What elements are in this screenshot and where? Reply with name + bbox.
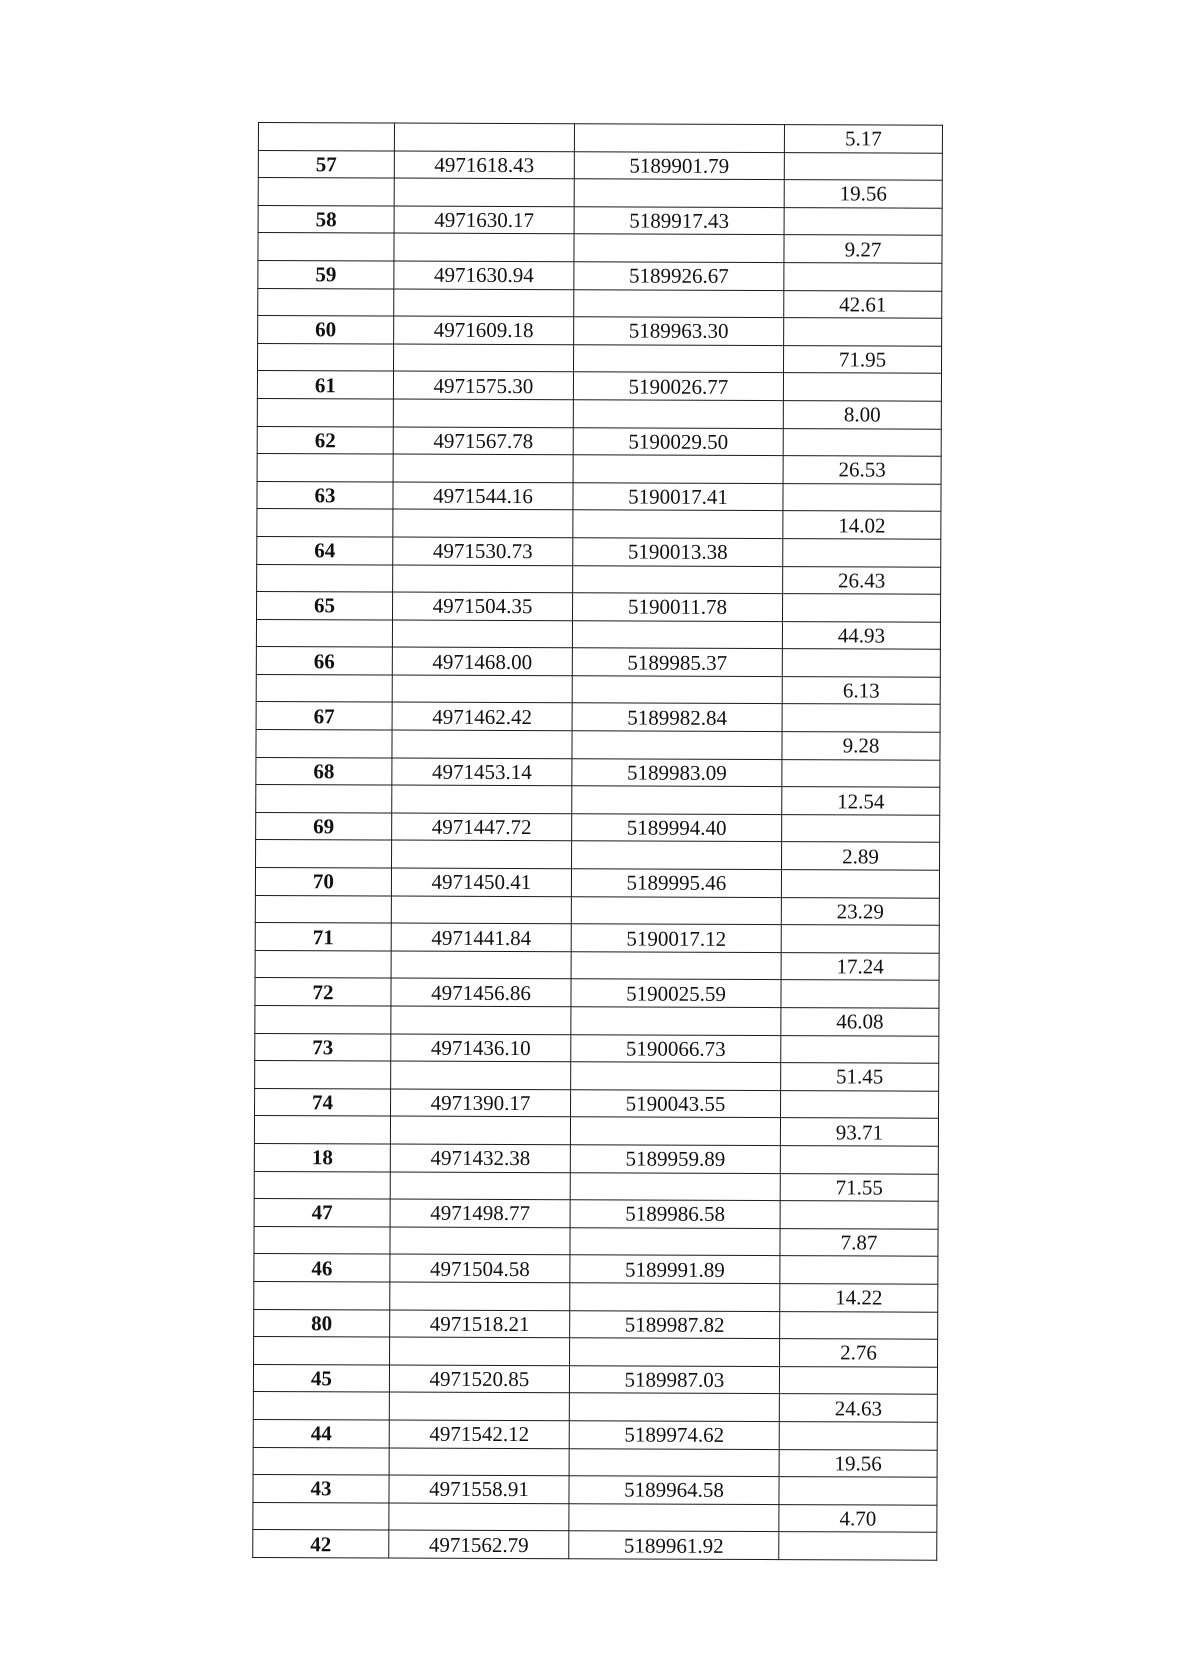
x-cell [389, 1392, 569, 1420]
x-cell [392, 840, 572, 868]
empty-distance-cell [782, 814, 940, 842]
distance-row [258, 123, 942, 153]
x-coordinate-cell: 4971441.84 [391, 923, 571, 951]
point-row [258, 260, 942, 290]
empty-distance-cell [779, 1477, 937, 1505]
point-cell [258, 123, 394, 151]
x-cell [393, 565, 573, 593]
point-row [258, 205, 942, 235]
point-number-cell: 59 [258, 260, 394, 288]
distance-row [255, 1061, 939, 1091]
x-coordinate-cell: 4971436.10 [391, 1034, 571, 1062]
empty-distance-cell [784, 318, 942, 346]
y-coordinate-cell: 5189963.30 [574, 317, 784, 345]
point-cell [258, 178, 394, 206]
y-cell [572, 786, 782, 814]
point-row [258, 316, 942, 346]
y-coordinate-cell: 5189974.62 [569, 1421, 779, 1449]
empty-distance-cell [782, 649, 940, 677]
point-cell [256, 674, 392, 702]
distance-row [254, 1171, 938, 1201]
point-number-cell: 66 [256, 647, 392, 675]
distance-row [258, 343, 942, 373]
point-number-cell: 46 [254, 1254, 390, 1282]
distance-row [257, 509, 941, 539]
distance-cell: 2.89 [782, 842, 940, 870]
point-row [256, 812, 940, 842]
point-number-cell: 18 [254, 1143, 390, 1171]
point-row [255, 1033, 939, 1063]
point-number-cell: 80 [254, 1309, 390, 1337]
distance-cell: 9.27 [784, 235, 942, 263]
x-coordinate-cell: 4971558.91 [389, 1475, 569, 1503]
distance-row [253, 1502, 937, 1532]
empty-distance-cell [784, 152, 942, 180]
y-cell [571, 952, 781, 980]
y-coordinate-cell: 5189959.89 [570, 1145, 780, 1173]
distance-cell: 6.13 [782, 676, 940, 704]
empty-distance-cell [783, 483, 941, 511]
distance-row [254, 1116, 938, 1146]
x-cell [391, 951, 571, 979]
point-row [256, 757, 940, 787]
y-coordinate-cell: 5189986.58 [570, 1200, 780, 1228]
empty-distance-cell [784, 263, 942, 291]
y-coordinate-cell: 5190013.38 [573, 538, 783, 566]
point-cell [256, 619, 392, 647]
point-number-cell: 73 [255, 1033, 391, 1061]
empty-distance-cell [780, 1201, 938, 1229]
x-coordinate-cell: 4971630.17 [394, 206, 574, 234]
point-row [254, 1143, 938, 1173]
point-number-cell: 72 [255, 978, 391, 1006]
point-row [257, 592, 941, 622]
distance-row [253, 1392, 937, 1422]
point-row [255, 1088, 939, 1118]
point-number-cell: 43 [253, 1475, 389, 1503]
point-row [254, 1199, 938, 1229]
x-coordinate-cell: 4971447.72 [392, 813, 572, 841]
y-coordinate-cell: 5189987.82 [570, 1310, 780, 1338]
point-cell [257, 564, 393, 592]
distance-cell: 14.22 [780, 1284, 938, 1312]
y-coordinate-cell: 5189987.03 [569, 1365, 779, 1393]
point-number-cell: 57 [258, 150, 394, 178]
y-cell [570, 1283, 780, 1311]
point-row [255, 868, 939, 898]
y-cell [574, 289, 784, 317]
x-cell [390, 1227, 570, 1255]
point-number-cell: 70 [255, 868, 391, 896]
y-cell [572, 676, 782, 704]
y-coordinate-cell: 5189983.09 [572, 758, 782, 786]
distance-row [255, 895, 939, 925]
y-coordinate-cell: 5190017.41 [573, 482, 783, 510]
point-cell [258, 343, 394, 371]
x-coordinate-cell: 4971450.41 [391, 868, 571, 896]
x-cell [390, 1116, 570, 1144]
distance-cell: 2.76 [780, 1339, 938, 1367]
distance-cell: 51.45 [781, 1063, 939, 1091]
y-cell [574, 179, 784, 207]
y-coordinate-cell: 5189991.89 [570, 1255, 780, 1283]
x-coordinate-cell: 4971609.18 [394, 316, 574, 344]
point-number-cell: 58 [258, 205, 394, 233]
point-number-cell: 68 [256, 757, 392, 785]
y-cell [573, 345, 783, 373]
distance-row [257, 398, 941, 428]
empty-distance-cell [781, 870, 939, 898]
x-coordinate-cell: 4971544.16 [393, 482, 573, 510]
coordinates-table [252, 122, 943, 1561]
y-coordinate-cell: 5190029.50 [573, 427, 783, 455]
distance-row [254, 1281, 938, 1311]
y-coordinate-cell: 5190066.73 [571, 1034, 781, 1062]
x-cell [392, 620, 572, 648]
x-coordinate-cell: 4971562.79 [389, 1530, 569, 1558]
empty-distance-cell [779, 1422, 937, 1450]
point-cell [254, 1226, 390, 1254]
empty-distance-cell [783, 428, 941, 456]
point-cell [258, 233, 394, 261]
point-number-cell: 65 [257, 592, 393, 620]
y-cell [570, 1338, 780, 1366]
x-cell [391, 896, 571, 924]
point-row [255, 978, 939, 1008]
point-number-cell: 47 [254, 1199, 390, 1227]
y-cell [571, 896, 781, 924]
x-coordinate-cell: 4971542.12 [389, 1420, 569, 1448]
distance-cell: 7.87 [780, 1228, 938, 1256]
distance-cell: 8.00 [783, 401, 941, 429]
y-coordinate-cell: 5190025.59 [571, 979, 781, 1007]
x-cell [394, 233, 574, 261]
point-row [253, 1530, 937, 1560]
point-cell [256, 785, 392, 813]
y-coordinate-cell: 5190043.55 [571, 1090, 781, 1118]
point-cell [256, 730, 392, 758]
y-coordinate-cell: 5189994.40 [572, 814, 782, 842]
distance-cell: 42.61 [784, 290, 942, 318]
distance-cell: 9.28 [782, 732, 940, 760]
distance-row [256, 674, 940, 704]
distance-cell: 4.70 [779, 1504, 937, 1532]
x-coordinate-cell: 4971456.86 [391, 978, 571, 1006]
x-cell [393, 509, 573, 537]
empty-distance-cell [781, 1090, 939, 1118]
distance-row [258, 288, 942, 318]
x-cell [390, 1172, 570, 1200]
x-coordinate-cell: 4971468.00 [392, 647, 572, 675]
distance-cell: 71.55 [780, 1173, 938, 1201]
x-coordinate-cell: 4971567.78 [393, 427, 573, 455]
empty-distance-cell [783, 373, 941, 401]
distance-row [255, 1005, 939, 1035]
y-cell [574, 124, 784, 152]
x-cell [391, 1006, 571, 1034]
point-cell [255, 895, 391, 923]
empty-distance-cell [783, 539, 941, 567]
empty-distance-cell [779, 1366, 937, 1394]
distance-cell: 12.54 [782, 787, 940, 815]
point-number-cell: 69 [256, 812, 392, 840]
y-coordinate-cell: 5189982.84 [572, 703, 782, 731]
distance-cell: 17.24 [781, 952, 939, 980]
point-number-cell: 42 [253, 1530, 389, 1558]
x-cell [393, 399, 573, 427]
y-coordinate-cell: 5190011.78 [573, 593, 783, 621]
point-row [255, 923, 939, 953]
x-coordinate-cell: 4971462.42 [392, 703, 572, 731]
y-coordinate-cell: 5189926.67 [574, 262, 784, 290]
x-cell [393, 454, 573, 482]
distance-row [253, 1447, 937, 1477]
point-cell [254, 1281, 390, 1309]
point-row [256, 702, 940, 732]
point-cell [255, 1005, 391, 1033]
distance-row [256, 840, 940, 870]
point-cell [255, 1061, 391, 1089]
distance-cell: 5.17 [784, 125, 942, 153]
empty-distance-cell [779, 1532, 937, 1560]
x-coordinate-cell: 4971498.77 [390, 1199, 570, 1227]
point-number-cell: 62 [257, 426, 393, 454]
coordinates-table-body [253, 123, 943, 1561]
x-cell [392, 785, 572, 813]
empty-distance-cell [780, 1311, 938, 1339]
y-cell [573, 510, 783, 538]
point-cell [253, 1392, 389, 1420]
distance-cell: 26.53 [783, 456, 941, 484]
y-cell [573, 565, 783, 593]
point-row [257, 371, 941, 401]
y-coordinate-cell: 5189985.37 [572, 648, 782, 676]
x-cell [394, 123, 574, 151]
x-coordinate-cell: 4971575.30 [393, 371, 573, 399]
point-row [254, 1309, 938, 1339]
y-coordinate-cell: 5189917.43 [574, 207, 784, 235]
y-cell [569, 1448, 779, 1476]
y-cell [571, 1007, 781, 1035]
y-cell [572, 841, 782, 869]
point-number-cell: 60 [258, 316, 394, 344]
x-coordinate-cell: 4971630.94 [394, 261, 574, 289]
point-number-cell: 67 [256, 702, 392, 730]
x-coordinate-cell: 4971520.85 [389, 1365, 569, 1393]
x-cell [394, 178, 574, 206]
point-cell [253, 1447, 389, 1475]
point-cell [257, 509, 393, 537]
point-number-cell: 44 [253, 1419, 389, 1447]
distance-cell: 46.08 [781, 1008, 939, 1036]
x-coordinate-cell: 4971530.73 [393, 537, 573, 565]
x-cell [392, 675, 572, 703]
point-row [253, 1419, 937, 1449]
distance-cell: 71.95 [783, 345, 941, 373]
x-cell [394, 289, 574, 317]
point-row [253, 1475, 937, 1505]
x-coordinate-cell: 4971504.58 [390, 1254, 570, 1282]
x-coordinate-cell: 4971453.14 [392, 758, 572, 786]
point-row [254, 1254, 938, 1284]
y-cell [573, 400, 783, 428]
empty-distance-cell [781, 980, 939, 1008]
point-number-cell: 71 [255, 923, 391, 951]
x-cell [390, 1337, 570, 1365]
y-cell [573, 455, 783, 483]
x-coordinate-cell: 4971432.38 [390, 1144, 570, 1172]
empty-distance-cell [780, 1256, 938, 1284]
y-cell [569, 1503, 779, 1531]
empty-distance-cell [782, 704, 940, 732]
point-cell [257, 398, 393, 426]
point-row [256, 647, 940, 677]
point-number-cell: 61 [257, 371, 393, 399]
distance-row [258, 178, 942, 208]
x-cell [392, 730, 572, 758]
distance-cell: 26.43 [783, 566, 941, 594]
y-cell [570, 1228, 780, 1256]
point-cell [254, 1171, 390, 1199]
y-cell [574, 234, 784, 262]
distance-row [254, 1337, 938, 1367]
distance-row [256, 619, 940, 649]
x-coordinate-cell: 4971518.21 [390, 1310, 570, 1338]
y-coordinate-cell: 5189961.92 [569, 1531, 779, 1559]
distance-row [257, 454, 941, 484]
y-cell [571, 1062, 781, 1090]
point-cell [255, 950, 391, 978]
point-cell [254, 1337, 390, 1365]
distance-row [254, 1226, 938, 1256]
x-coordinate-cell: 4971618.43 [394, 151, 574, 179]
y-coordinate-cell: 5189964.58 [569, 1476, 779, 1504]
y-cell [572, 620, 782, 648]
empty-distance-cell [780, 1146, 938, 1174]
y-coordinate-cell: 5189995.46 [571, 869, 781, 897]
point-row [257, 536, 941, 566]
point-row [258, 150, 942, 180]
distance-row [256, 730, 940, 760]
distance-row [255, 950, 939, 980]
distance-row [257, 564, 941, 594]
y-coordinate-cell: 5190017.12 [571, 924, 781, 952]
point-number-cell: 63 [257, 481, 393, 509]
empty-distance-cell [781, 925, 939, 953]
point-row [253, 1364, 937, 1394]
distance-cell: 93.71 [780, 1118, 938, 1146]
y-cell [570, 1117, 780, 1145]
x-coordinate-cell: 4971390.17 [391, 1089, 571, 1117]
distance-row [258, 233, 942, 263]
point-number-cell: 64 [257, 536, 393, 564]
y-cell [570, 1172, 780, 1200]
point-row [257, 481, 941, 511]
x-cell [391, 1061, 571, 1089]
distance-cell: 14.02 [783, 511, 941, 539]
point-row [257, 426, 941, 456]
point-number-cell: 45 [253, 1364, 389, 1392]
y-coordinate-cell: 5190026.77 [573, 372, 783, 400]
y-cell [569, 1393, 779, 1421]
point-cell [253, 1502, 389, 1530]
y-cell [572, 731, 782, 759]
empty-distance-cell [784, 207, 942, 235]
point-cell [254, 1116, 390, 1144]
x-coordinate-cell: 4971504.35 [393, 592, 573, 620]
point-cell [258, 288, 394, 316]
empty-distance-cell [781, 1035, 939, 1063]
empty-distance-cell [782, 594, 940, 622]
distance-cell: 44.93 [782, 621, 940, 649]
point-number-cell: 74 [255, 1088, 391, 1116]
distance-cell: 19.56 [784, 180, 942, 208]
point-cell [256, 840, 392, 868]
distance-cell: 24.63 [779, 1394, 937, 1422]
x-cell [393, 344, 573, 372]
x-cell [389, 1448, 569, 1476]
distance-cell: 19.56 [779, 1449, 937, 1477]
x-cell [390, 1282, 570, 1310]
y-coordinate-cell: 5189901.79 [574, 151, 784, 179]
x-cell [389, 1503, 569, 1531]
empty-distance-cell [782, 759, 940, 787]
point-cell [257, 454, 393, 482]
distance-cell: 23.29 [781, 897, 939, 925]
distance-row [256, 785, 940, 815]
